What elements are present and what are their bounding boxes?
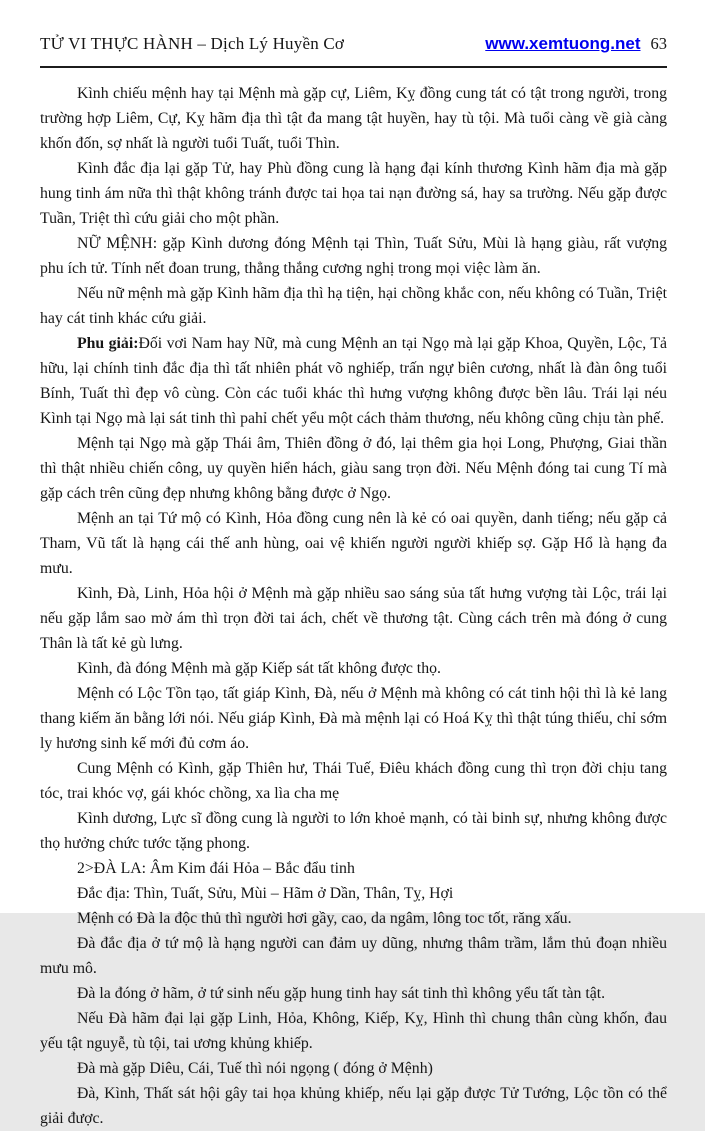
paragraph-lead: Phu giải:	[77, 335, 139, 352]
book-title: TỬ VI THỰC HÀNH – Dịch Lý Huyền Cơ	[40, 34, 345, 53]
paragraph: Đắc địa: Thìn, Tuất, Sửu, Mùi – Hãm ở Dần, Thân, Tỵ, Hợi	[77, 885, 454, 902]
paragraph: Mệnh có Đà la độc thủ thì người hơi gầy, cao, da ngâm, lông toc tốt, răng xấu.	[77, 910, 572, 927]
paragraph: Mệnh tại Ngọ mà gặp Thái âm, Thiên đồng ở đó, lại thêm gia họi Long, Phượng, Giai thần thì thật nhiều chiến công, uy quyền hiển hách, giàu sang trọn đời. Nếu Mệnh đóng tai cung Tí mà gặp cách trên cũng đẹp nhưng không bằng được ở Ngọ.	[40, 435, 667, 502]
paragraph: Kình dương, Lực sĩ đồng cung là người to lớn khoẻ mạnh, có tài binh sự, nhưng không được thọ hưởng chức tước tặng phong.	[40, 810, 667, 852]
document-body	[40, 81, 667, 1131]
paragraph: Kình chiếu mệnh hay tại Mệnh mà gặp cự, Liêm, Kỵ đồng cung tát có tật trong người, trong trường hợp Liêm, Cự, Kỵ hãm địa thì tật đa mang tật huyền, hay tù tội. Mà tuổi càng về già càng khốn đốn, sợ nhất là người tuổi Tuất, tuổi Thìn.	[40, 85, 667, 152]
paragraph: NỮ MỆNH: gặp Kình dương đóng Mệnh tại Thìn, Tuất Sửu, Mùi là hạng giàu, rất vượng phu ích tử. Tính nết đoan trung, thẳng thắng cương nghị trong mọi việc làm ăn.	[40, 235, 667, 277]
page-number: 63	[650, 34, 667, 53]
paragraph: Nếu nữ mệnh mà gặp Kình hãm địa thì hạ tiện, hại chồng khắc con, nếu không có Tuần, Triệt hay cát tinh khác cứu giải.	[40, 285, 667, 327]
website-link[interactable]: www.xemtuong.net	[485, 34, 641, 53]
paragraph: Đà mà gặp Diêu, Cái, Tuế thì nói ngọng ( đóng ở Mệnh)	[77, 1060, 433, 1077]
paragraph: Đà, Kình, Thất sát hội gây tai họa khủng khiếp, nếu lại gặp được Tử Tướng, Lộc tồn có thể giải được.	[40, 1085, 667, 1127]
paragraph: Kình, đà đóng Mệnh mà gặp Kiếp sát tất không được thọ.	[77, 660, 441, 677]
header-divider	[40, 66, 667, 68]
page-header	[40, 34, 667, 54]
paragraph: Kình, Đà, Linh, Hỏa hội ở Mệnh mà gặp nhiều sao sáng sủa tất hưng vượng tài Lộc, trái lại nếu gặp lắm sao mờ ám thì trọn đời tai ách, chết về thương tật. Cùng cách trên mà đóng ở cung Thân là tất kẻ gù lưng.	[40, 585, 667, 652]
paragraph: Kình đắc địa lại gặp Tử, hay Phù đồng cung là hạng đại kính thương Kình hãm địa mà gặp hung tinh ám nữa thì thật không tránh được tai họa tai nạn đường sá, hay sa trường. Nếu gặp được Tuần, Triệt thì cứu giải cho một phần.	[40, 160, 667, 227]
paragraph: Mệnh an tại Tứ mộ có Kình, Hỏa đồng cung nên là kẻ có oai quyền, danh tiếng; nếu gặp cả Tham, Vũ tất là hạng cái thế anh hùng, oai vệ khiến người người khiếp sợ. Gặp Hổ là hạng đa mưu.	[40, 510, 667, 577]
paragraph: Mệnh có Lộc Tồn tạo, tất giáp Kình, Đà, nếu ở Mệnh mà không có cát tinh hội thì là kẻ lang thang kiếm ăn bằng lới nói. Nếu giáp Kình, Đà mà mệnh lại có Hoá Kỵ thì thật túng thiếu, chỉ sớm ly hương sinh kế mới đủ cơm áo.	[40, 685, 667, 752]
header-right	[485, 34, 667, 54]
paragraph: Đà đắc địa ở tứ mộ là hạng người can đảm uy dũng, nhưng thâm trầm, lắm thủ đoạn nhiều mưu mô.	[40, 935, 667, 977]
paragraph: Phu giải:Đối vơi Nam hay Nữ, mà cung Mệnh an tại Ngọ mà lại gặp Khoa, Quyền, Lộc, Tả hữu, lại chính tinh đắc địa thì tất nhiên phát võ nghiếp, trấn ngự biên cương, nhất là đàn ông tuổi Bính, Tuất thì đẹp vô cùng. Còn các tuổi khác thì hưng vượng không được bền lâu. Trái lại néu Kình tại Ngọ mà lại sát tinh thì pahỉ chết yểu một cách thảm thương, nếu không cũng chịu tàn phế.	[40, 335, 667, 427]
paragraph: Cung Mệnh có Kình, gặp Thiên hư, Thái Tuế, Điêu khách đồng cung thì trọn đời chịu tang tóc, trai khóc vợ, gái khóc chồng, xa lìa cha mẹ	[40, 760, 667, 802]
paragraph: Nếu Đà hãm đại lại gặp Linh, Hỏa, Không, Kiếp, Kỵ, Hình thì chung thân cùng khốn, đau yếu tật nguyễ, tù tội, tai ương khủng khiếp.	[40, 1010, 667, 1052]
paragraph: Đà la đóng ở hãm, ở tứ sinh nếu gặp hung tinh hay sát tinh thì không yểu tất tàn tật.	[77, 985, 606, 1002]
paragraph: 2>ĐÀ LA: Âm Kim đái Hỏa – Bắc đẩu tinh	[77, 860, 355, 877]
